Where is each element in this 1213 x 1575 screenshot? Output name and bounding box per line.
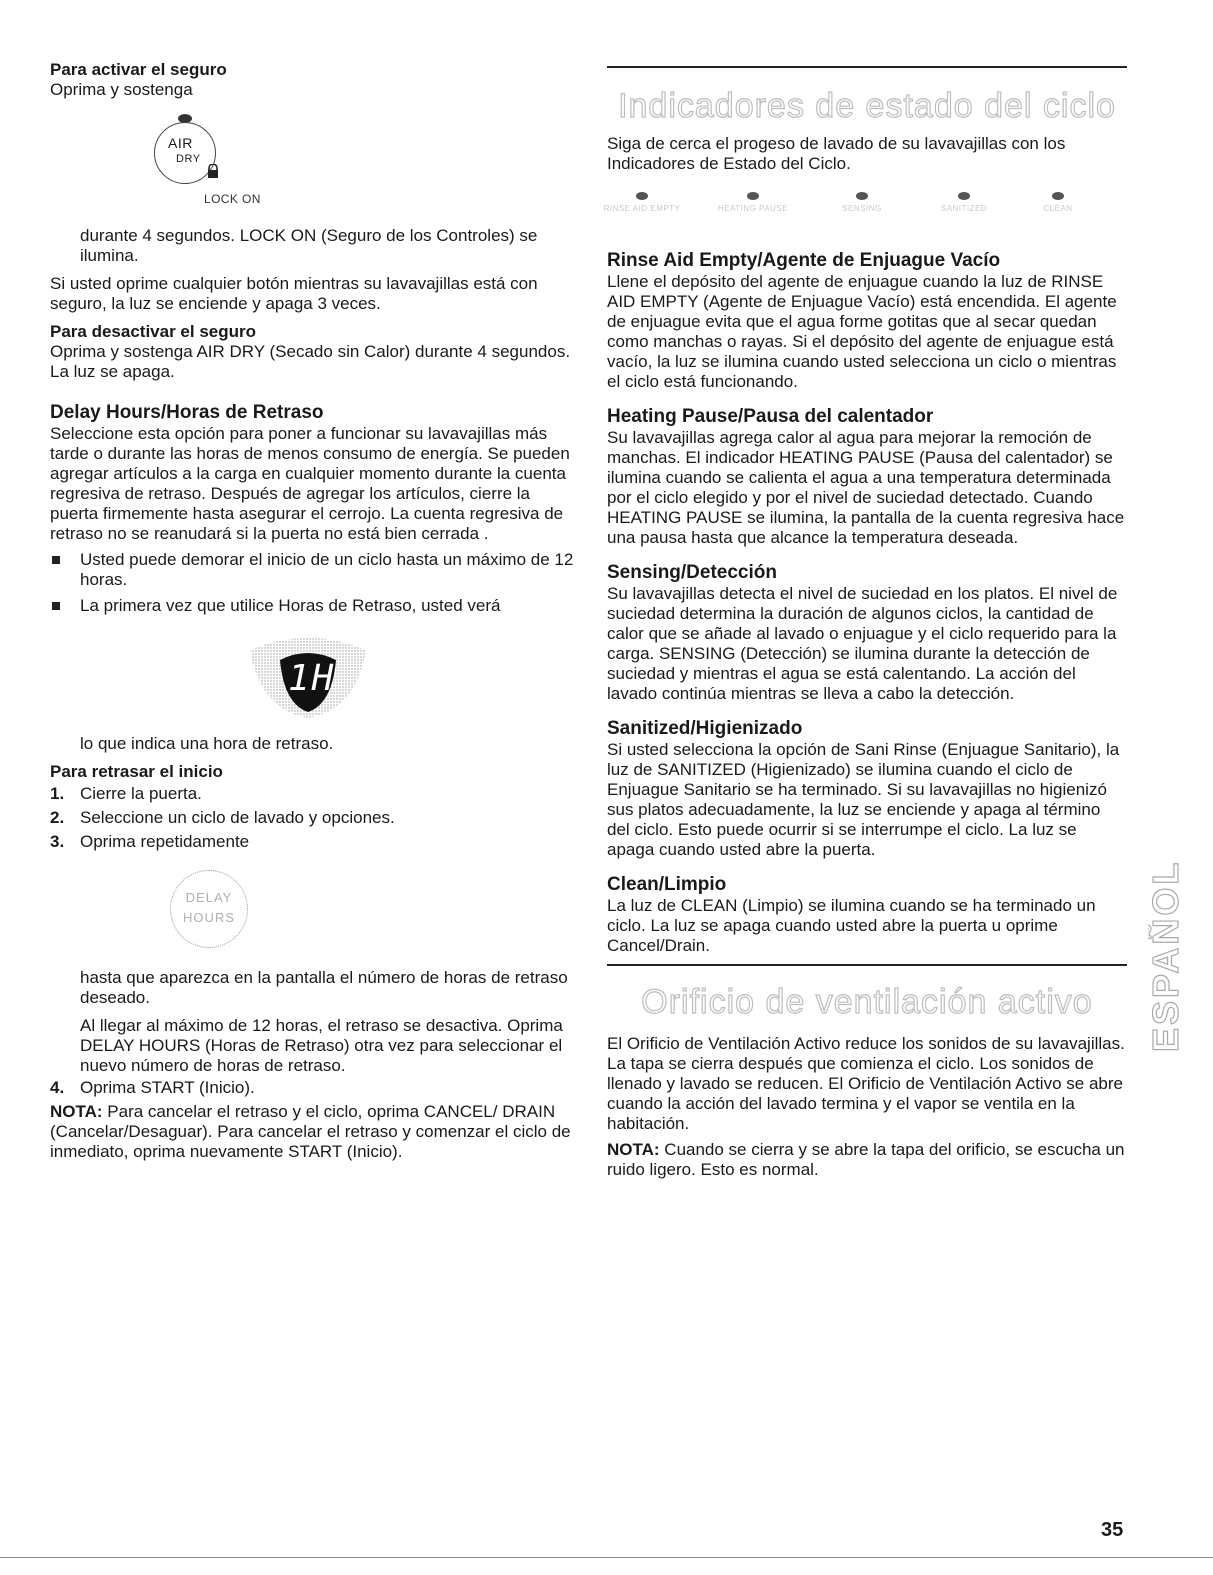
heating-pause-heading: Heating Pause/Pausa del calentador <box>607 406 934 427</box>
language-side-tab <box>1148 812 1188 1057</box>
unlock-heading: Para desactivar el seguro <box>50 322 257 341</box>
indicator-rinse-aid-empty: RINSE AID EMPTY <box>587 192 697 213</box>
start-delay-heading: Para retrasar el inicio <box>50 762 223 781</box>
left-column <box>50 60 580 1162</box>
list-item: Usted puede demorar el inicio de un ciclo hasta un máximo de 12 horas. <box>50 550 580 590</box>
list-item: 1. Cierre la puerta. <box>50 784 202 803</box>
key-label-lock-on: LOCK ON <box>204 192 261 206</box>
key-outline <box>170 870 248 948</box>
sanitized-heading: Sanitized/Higienizado <box>607 718 803 739</box>
led-icon <box>636 192 648 200</box>
unlock-paragraph: Oprima y sostenga AIR DRY (Secado sin Calor) durante 4 segundos. La luz se apaga. <box>50 342 571 381</box>
list-item: 2. Seleccione un ciclo de lavado y opciones. <box>50 808 395 827</box>
step3-paragraph-2: Al llegar al máximo de 12 horas, el retraso se desactiva. Oprima DELAY HOURS (Horas de Retraso) otra vez para seleccionar el nuevo número de horas de retraso. <box>80 1016 563 1075</box>
delay-hours-key-illustration <box>170 870 250 950</box>
bullet-square-icon <box>52 602 60 610</box>
note-text: Para cancelar el retraso y el ciclo, oprima CANCEL/ DRAIN (Cancelar/Desaguar). Para cancelar el retraso y comenzar el ciclo de inmediato, oprima nuevamente START (Inicio). <box>50 1102 571 1161</box>
rinse-aid-paragraph: Llene el depósito del agente de enjuague cuando la luz de RINSE AID EMPTY (Agente de Enjuague Vacío) está encendida. El agente de enjuague evita que el agua forme gotitas que al secar quedan como manchas o rayas. Si el depósito del agente de enjuague está vacío, la luz se ilumina cuando usted selecciona un ciclo o mientras el ciclo está funcionando. <box>607 272 1117 391</box>
key-label-dry: DRY <box>176 153 201 165</box>
cycle-status-indicators <box>603 192 1127 232</box>
section-rule <box>607 964 1127 966</box>
clean-heading: Clean/Limpio <box>607 874 727 895</box>
vent-section-title: Orificio de ventilación activo <box>641 983 1093 1021</box>
lock-intro: Oprima y sostenga <box>50 80 193 99</box>
list-item: 4. Oprima START (Inicio). <box>50 1078 255 1097</box>
delay-note <box>50 1102 580 1162</box>
bottom-rule <box>0 1557 1213 1558</box>
sensing-heading: Sensing/Detección <box>607 562 777 583</box>
note-label: NOTA: <box>607 1140 660 1159</box>
side-tab-graphic <box>1148 812 1188 1057</box>
clean-paragraph: La luz de CLEAN (Limpio) se ilumina cuando se ha terminado un ciclo. La luz se apaga cuando usted abre la puerta u oprime Cancel/Drain. <box>607 896 1096 955</box>
right-column <box>603 66 1127 1180</box>
status-section-title: Indicadores de estado del ciclo <box>618 87 1116 125</box>
delay-paragraph: Seleccione esta opción para poner a funcionar su lavavajillas más tarde o durante las horas de menos consumo de energía. Se pueden agregar artículos a la carga en cualquier momento durante la cuenta regresiva de retraso. Después de agregar los artículos, cierre la puerta firmemente hasta asegurar el cerrojo. La cuenta regresiva de retraso no se reanudará si la puerta no está bien cerrada . <box>50 424 570 543</box>
lock-paragraph-1: durante 4 segundos. LOCK ON (Seguro de los Controles) se ilumina. <box>80 226 538 265</box>
led-icon <box>856 192 868 200</box>
indicator-clean: CLEAN <box>1003 192 1113 213</box>
section-rule <box>607 66 1127 68</box>
indicator-sensing: SENSING <box>807 192 917 213</box>
delay-heading: Delay Hours/Horas de Retraso <box>50 402 324 423</box>
vent-paragraph: El Orificio de Ventilación Activo reduce los sonidos de su lavavajillas. La tapa se cierra después que comienza el ciclo. Los sonidos de llenado y lavado se reducen. El Orificio de Ventilación Activo se abre cuando la acción del lavado termina y el vapor se ventila en la habitación. <box>607 1034 1125 1133</box>
delay-bullets <box>50 550 580 616</box>
list-item: 3. Oprima repetidamente <box>50 832 250 851</box>
vent-note <box>607 1140 1127 1180</box>
note-label: NOTA: <box>50 1102 103 1121</box>
sanitized-paragraph: Si usted selecciona la opción de Sani Rinse (Enjuague Sanitario), la luz de SANITIZED (Higienizado) se ilumina cuando el ciclo de Enjuague Sanitario se ha terminado. Si su lavavajillas no higienizó sus platos adecuadamente, la luz se enciende y apaga al término del ciclo. Esto puede ocurrir si se interrumpe el ciclo. La luz se apaga cuando usted abre la puerta. <box>607 740 1120 859</box>
led-icon <box>747 192 759 200</box>
indicator-heating-pause: HEATING PAUSE <box>698 192 808 213</box>
lock-heading: Para activar el seguro <box>50 60 227 79</box>
key-label-delay: DELAY <box>185 890 233 905</box>
heating-pause-paragraph: Su lavavajillas agrega calor al agua para mejorar la remoción de manchas. El indicador HEATING PAUSE (Pausa del calentador) se ilumina cuando se calienta el agua a una temperatura determinada por el ciclo elegido y por el nivel de suciedad detectado. Cuando HEATING PAUSE se ilumina, la pantalla de la cuenta regresiva hace una pausa hasta que alcance la temperatura deseada. <box>607 428 1125 547</box>
key-label-air: AIR <box>168 135 193 151</box>
status-intro: Siga de cerca el progeso de lavado de su lavavajillas con los Indicadores de Estado del Ciclo. <box>607 134 1066 173</box>
start-delay-steps <box>50 784 580 852</box>
note-text: Cuando se cierra y se abre la tapa del orificio, se escucha un ruido ligero. Esto es normal. <box>607 1140 1125 1179</box>
lock-paragraph-2: Si usted oprime cualquier botón mientras su lavavajillas está con seguro, la luz se enciende y apaga 3 veces. <box>50 274 538 313</box>
key-label-hours: HOURS <box>183 910 235 925</box>
led-icon <box>958 192 970 200</box>
air-dry-key-illustration <box>154 114 354 214</box>
after-display-text: lo que indica una hora de retraso. <box>80 734 334 753</box>
side-tab-label: ESPAÑOL <box>1148 859 1186 1052</box>
list-item: La primera vez que utilice Horas de Retraso, usted verá <box>50 596 580 616</box>
page-number: 35 <box>1101 1519 1124 1541</box>
led-icon <box>1052 192 1064 200</box>
indicator-sanitized: SANITIZED <box>909 192 1019 213</box>
step3-paragraph-1: hasta que aparezca en la pantalla el número de horas de retraso deseado. <box>80 968 568 1007</box>
sensing-paragraph: Su lavavajillas detecta el nivel de suciedad en los platos. El nivel de suciedad determina la duración de algunos ciclos, la cantidad de calor que se añade al lavado o enjuague y el ciclo requerido para la carga. SENSING (Detección) se ilumina durante la detección de suciedad y mientras el agua se está calentando. La acción del lavado continúa mientras se lleva a cabo la detección. <box>607 584 1118 703</box>
lock-icon <box>206 164 220 178</box>
start-delay-step-4 <box>50 1078 580 1098</box>
display-readout: 1H <box>288 658 336 699</box>
delay-display-illustration <box>246 632 370 720</box>
rinse-aid-heading: Rinse Aid Empty/Agente de Enjuague Vacío <box>607 250 1001 271</box>
bullet-square-icon <box>52 556 60 564</box>
